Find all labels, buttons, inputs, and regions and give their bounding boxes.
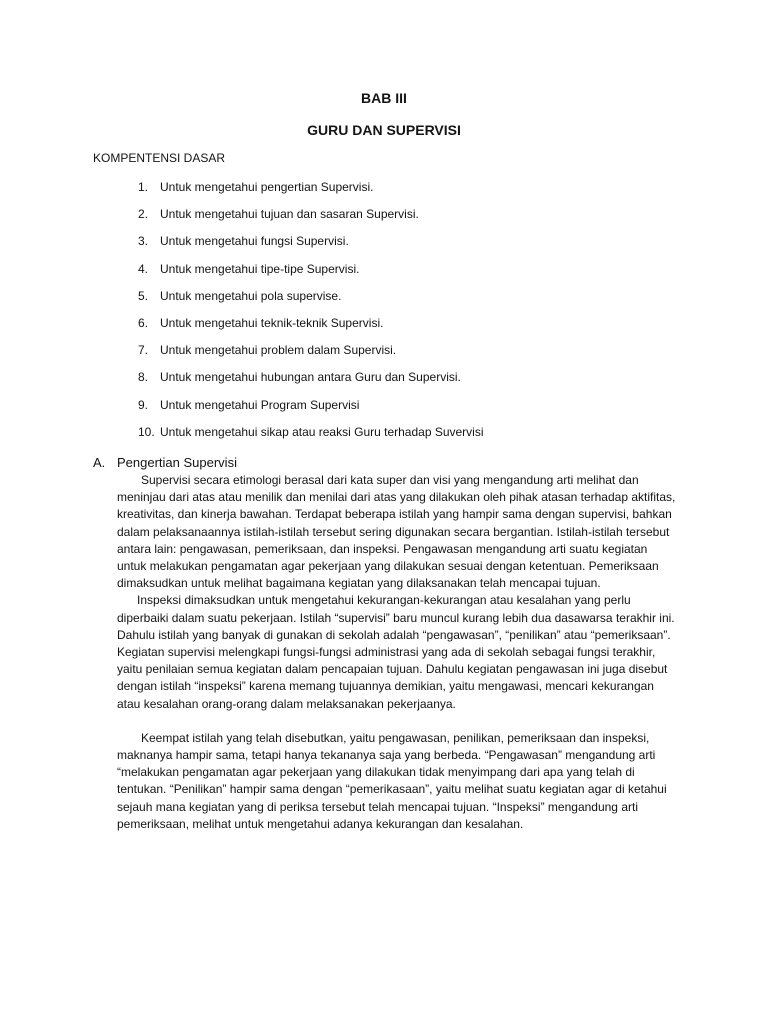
item-text: Untuk mengetahui pengertian Supervisi. <box>160 180 374 194</box>
paragraph: Inspeksi dimaksudkan untuk mengetahui kekurangan-kekurangan atau kesalahan yang perlu diperbaiki dalam suatu pekerjaan. Istilah “supervisi” baru muncul kurang lebih dua dasawarsa terakhir ini. Dahulu istilah yang banyak di gunakan di sekolah adalah “pengawasan”, “penilikan” atau “pemeriksaan”. Kegiatan supervisi melengkapi fungsi-fungsi administrasi yang ada di sekolah sebagai fungsi terakhir, yaitu penilaian semua kegiatan dalam pencapaian tujuan. Dahulu kegiatan pengawasan ini juga disebut dengan istilah “inspeksi” karena memang tujuannya demikian, yaitu mengawasi, mencari kekurangan atau kesalahan orang-orang dalam melaksanakan pekerjaanya. <box>117 593 675 711</box>
competency-item <box>138 289 484 316</box>
competency-item <box>138 370 484 397</box>
item-number: 9. <box>138 397 149 412</box>
item-number: 3. <box>138 234 149 249</box>
item-text: Untuk mengetahui problem dalam Supervisi. <box>160 343 397 358</box>
item-number: 5. <box>138 288 149 303</box>
item-text: Untuk mengetahui tipe-tipe Supervisi. <box>160 261 360 276</box>
item-text: Untuk mengetahui Program Supervisi <box>160 397 360 412</box>
item-text: Untuk mengetahui teknik-teknik Supervisi. <box>160 315 384 330</box>
paragraph: Supervisi secara etimologi berasal dari kata super dan visi yang mengandung arti melihat dan meninjau dari atas atau menilik dan menilai dari atas yang dilakukan oleh pihak atasan terhadap aktifitas, kreativitas, dan kinerja bawahan. Terdapat beberapa istilah yang hampir sama dengan supervisi, bahkan dalam pelaksanaannya istilah-istilah tersebut sering digunakan secara bergantian. Istilah-istilah tersebut antara lain: pengawasan, pemeriksaan, dan inspeksi. Pengawasan mengandung arti suatu kegiatan untuk melakukan pengamatan agar pekerjaan yang dilakukan sesuai dengan ketentuan. Pemeriksaan dimaksudkan untuk melihat bagaimana kegiatan yang dilaksanakan telah mencapai tujuan. <box>117 473 676 591</box>
competency-item <box>138 425 484 452</box>
item-text: Untuk mengetahui hubungan antara Guru dan Supervisi. <box>160 370 461 385</box>
competency-item <box>138 398 484 425</box>
competency-heading: KOMPENTENSI DASAR <box>93 151 226 165</box>
chapter-title: GURU DAN SUPERVISI <box>307 122 461 138</box>
item-number: 8. <box>138 370 149 385</box>
item-number: 4. <box>138 261 149 276</box>
item-text: Untuk mengetahui tujuan dan sasaran Supervisi. <box>160 207 419 222</box>
chapter-number: BAB III <box>361 90 407 106</box>
section-body <box>117 472 680 833</box>
item-text: Untuk mengetahui sikap atau reaksi Guru terhadap Suvervisi <box>160 424 484 439</box>
paragraph: Keempat istilah yang telah disebutkan, yaitu pengawasan, penilikan, pemeriksaan dan inspeksi, maknanya hampir sama, tetapi hanya tekananya saja yang berbeda. “Pengawasan” mengandung arti “melakukan pengamatan agar pekerjaan yang dilakukan tidak menyimpang dari apa yang telah di tentukan. “Penilikan” hampir sama dengan “pemerikasaan”, yaitu melihat suatu kegiatan agar di ketahui sejauh mana kegiatan yang di periksa tersebut telah mencapai tujuan. “Inspeksi” mengandung arti pemeriksaan, melihat untuk mengetahui adanya kekurangan dan kesalahan. <box>117 730 667 831</box>
item-number: 1. <box>138 180 149 194</box>
competency-list <box>138 180 484 452</box>
item-text: Untuk mengetahui fungsi Supervisi. <box>160 234 349 249</box>
competency-item <box>138 180 484 207</box>
competency-item <box>138 234 484 261</box>
section-letter: A. <box>93 455 106 470</box>
item-text: Untuk mengetahui pola supervise. <box>160 288 342 303</box>
section-heading <box>93 455 237 470</box>
item-number: 6. <box>138 315 149 330</box>
competency-item <box>138 207 484 234</box>
item-number: 10. <box>138 424 155 439</box>
competency-item <box>138 343 484 370</box>
section-title: Pengertian Supervisi <box>117 455 237 470</box>
item-number: 2. <box>138 207 149 222</box>
competency-item <box>138 262 484 289</box>
item-number: 7. <box>138 343 149 358</box>
competency-item <box>138 316 484 343</box>
